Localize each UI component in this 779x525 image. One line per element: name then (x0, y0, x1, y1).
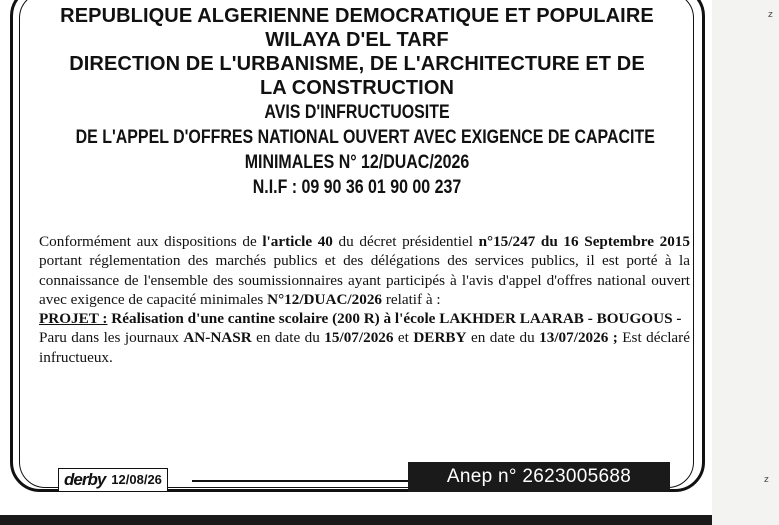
derby-publication-tag (58, 468, 168, 492)
gutter-mark-top: z (768, 10, 773, 20)
adjacent-column-edge (712, 0, 779, 525)
derby-publication-date: 12/08/26 (111, 472, 162, 487)
header-direction: DIRECTION DE L'URBANISME, DE L'ARCHITECTURE ET DE (69, 53, 645, 75)
body-tender-ref: N°12/DUAC/2026 (267, 290, 383, 308)
publication-date-derby: 13/07/2026 ; (539, 329, 618, 347)
header-nif: N.I.F : 09 90 36 01 90 00 237 (252, 177, 462, 198)
anep-reference-box: Anep n° 2623005688 (408, 462, 670, 492)
header-construction: LA CONSTRUCTION (259, 77, 455, 99)
notice-header (22, 4, 692, 200)
body-article-ref: l'article 40 (262, 233, 333, 250)
header-avis-title: AVIS D'INFRUCTUOSITE (264, 102, 450, 123)
newspaper-an-nasr: AN-NASR (183, 329, 252, 347)
body-text-run: Conformément aux dispositions de (39, 233, 263, 250)
body-text-run: du décret présidentiel (332, 233, 479, 250)
body-paragraph-decree (39, 232, 690, 309)
header-reference-number: MINIMALES N° 12/DUAC/2026 (244, 152, 470, 173)
body-text-run: en date du (251, 329, 325, 347)
body-text-run: en date du (466, 329, 540, 347)
body-paragraph-projet (39, 309, 690, 328)
gutter-mark-bottom: z (764, 475, 769, 485)
body-text-run: relatif à : (382, 290, 441, 308)
header-appel-offres: DE L'APPEL D'OFFRES NATIONAL OUVERT AVEC EXIGENCE DE CAPACITE (75, 127, 655, 148)
header-wilaya: WILAYA D'EL TARF (265, 29, 449, 51)
body-paragraph-publication (39, 328, 690, 367)
body-text-run: Paru dans les journaux (39, 329, 184, 347)
projet-description: Réalisation d'une cantine scolaire (200 R) à l'école LAKHDER LAARAB - BOUGOUS - (107, 310, 682, 328)
derby-logo: derby (64, 470, 106, 489)
body-text-run: Est déclaré infructueux. (39, 329, 690, 366)
notice-body (39, 232, 690, 367)
body-text-run: et (393, 329, 414, 347)
header-republic: REPUBLIQUE ALGERIENNE DEMOCRATIQUE ET POPULAIRE (60, 5, 654, 27)
publication-date-an-nasr: 15/07/2026 (324, 329, 394, 347)
projet-label: PROJET : (39, 310, 108, 328)
footer-divider (192, 480, 410, 482)
body-decree-ref: n°15/247 du 16 Septembre 2015 (478, 233, 690, 250)
newspaper-derby: DERBY (413, 329, 467, 347)
bottom-dark-strip (0, 515, 712, 525)
body-text-run: portant réglementation des marchés publics et des délégations des services publics, il est porté à la connaissance de l'ensemble des soumissionnaires ayant participés à l'avis d'appel d'offres national ouvert avec exigence de capacité minimales (39, 252, 690, 308)
